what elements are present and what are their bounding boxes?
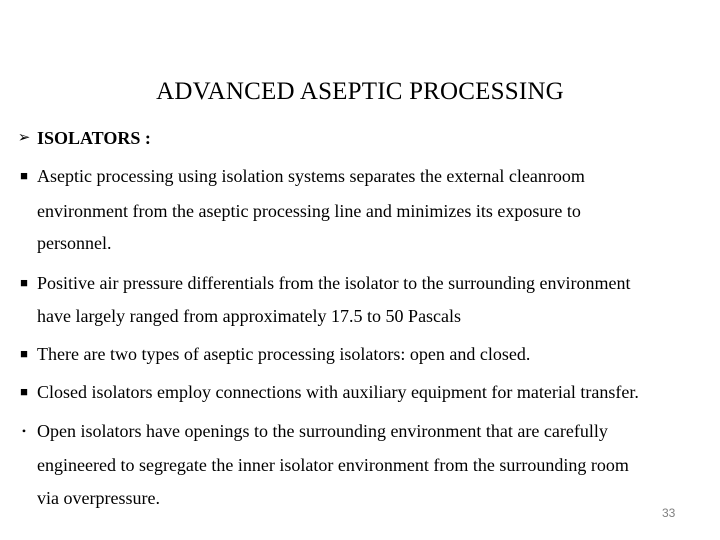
square-bullet-icon: ■	[20, 384, 28, 399]
bullet-line: engineered to segregate the inner isolator environment from the surrounding room	[37, 455, 629, 475]
bullet-line: environment from the aseptic processing line and minimizes its exposure to	[37, 201, 581, 221]
bullet-line: Positive air pressure differentials from the isolator to the surrounding environment	[37, 273, 631, 293]
bullet-line: Aseptic processing using isolation systems separates the external cleanroom	[37, 166, 585, 186]
bullet-line: Open isolators have openings to the surrounding environment that are carefully	[37, 421, 608, 441]
section-heading: ISOLATORS :	[37, 128, 151, 148]
page-number: 33	[662, 506, 676, 520]
bullet-line: There are two types of aseptic processing isolators: open and closed.	[37, 344, 531, 364]
slide-title: ADVANCED ASEPTIC PROCESSING	[156, 78, 564, 105]
bullet-line: have largely ranged from approximately 17.5 to 50 Pascals	[37, 306, 462, 326]
round-bullet-icon: •	[21, 424, 27, 438]
bullet-line: via overpressure.	[37, 488, 160, 508]
square-bullet-icon: ■	[20, 275, 28, 290]
square-bullet-icon: ■	[20, 346, 28, 361]
square-bullet-icon: ■	[20, 168, 28, 183]
bullet-line: personnel.	[37, 233, 112, 253]
bullet-line: Closed isolators employ connections with auxiliary equipment for material transfer.	[37, 382, 639, 402]
arrow-bullet-icon: ➢	[17, 130, 31, 146]
